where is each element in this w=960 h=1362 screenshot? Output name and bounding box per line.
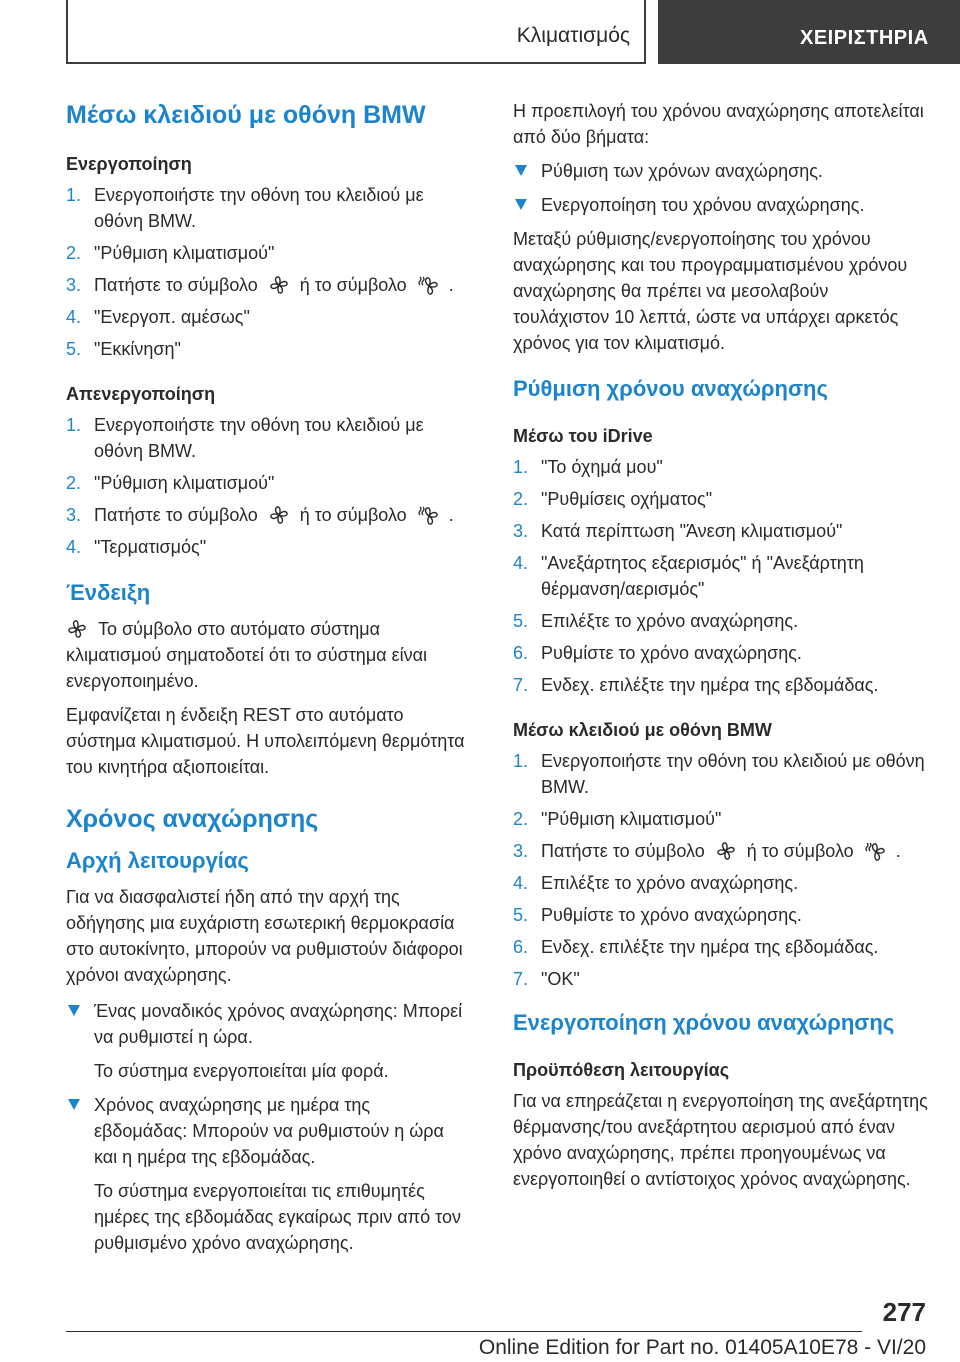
footer-edition: Online Edition for Part no. 01405A10E78 - VI/20 (478, 1336, 926, 1359)
list-item: 3. Πατήστε το σύμβολο ή το σύμβολο . (66, 275, 454, 295)
note-paragraph: Μεταξύ ρύθμισης/ενεργοποίησης του χρόνου αναχώρησης και του προγραμματισμένου χρόνου αναχώρησης θα πρέπει να μεσολαβούν τουλάχιστον 10 λεπτά, ώστε να υπάρχει αρκετός χρόνος για τον κλιματισμό. (513, 229, 908, 353)
indicator-paragraph-1: Το σύμβολο στο αυτόματο σύστημα κλιματισμού σηματοδοτεί ότι το σύστημα είναι ενεργοποιημένο. (66, 619, 428, 691)
steps-bullets (513, 158, 928, 218)
heading-prerequisite: Προϋπόθεση λειτουργίας (513, 1060, 730, 1080)
intro-paragraph: Η προεπιλογή του χρόνου αναχώρησης αποτελείται από δύο βήματα: (513, 101, 924, 147)
list-item: 4. "Ανεξάρτητος εξαερισμός" ή "Ανεξάρτητη θέρμανση/αερισμός" (513, 553, 864, 599)
list-item: 2. "Ρυθμίσεις οχήματος" (513, 489, 713, 509)
fan-icon (715, 840, 737, 862)
list-item: 1. "Το όχημά μου" (513, 457, 663, 477)
heat-fan-icon (417, 274, 439, 296)
triangle-bullet-icon (68, 1099, 80, 1110)
header-section-box (66, 0, 646, 64)
list-item: Ένας μοναδικός χρόνος αναχώρησης: Μπορεί να ρυθμιστεί η ώρα. Το σύστημα ενεργοποιείται μία φορά. (66, 998, 466, 1084)
triangle-bullet-icon (515, 165, 527, 176)
list-item: 4. Επιλέξτε το χρόνο αναχώρησης. (513, 873, 799, 893)
list-item: 5. "Εκκίνηση" (66, 339, 181, 359)
fan-icon (66, 618, 88, 640)
chapter-tab (658, 0, 960, 64)
heading-idrive: Μέσω του iDrive (513, 426, 653, 446)
heading-indicator: Ένδειξη (66, 580, 151, 605)
footer-divider (66, 1331, 862, 1332)
fan-icon (268, 504, 290, 526)
list-item: 7. Ενδεχ. επιλέξτε την ημέρα της εβδομάδας. (513, 675, 879, 695)
heat-fan-icon (417, 504, 439, 526)
heading-activation: Ενεργοποίηση (66, 154, 192, 174)
list-item: Ενεργοποίηση του χρόνου αναχώρησης. (513, 192, 928, 218)
heading-activate-departure: Ενεργοποίηση χρόνου αναχώρησης (513, 1010, 895, 1035)
principle-paragraph: Για να διασφαλιστεί ήδη από την αρχή της οδήγησης μια ευχάριστη εσωτερική θερμοκρασία στο αυτοκίνητο, μπορούν να ρυθμιστούν διάφοροι χρόνοι αναχώρησης. (66, 887, 463, 985)
heading-deactivation: Απενεργοποίηση (66, 384, 216, 404)
page-number: 277 (882, 1297, 926, 1327)
activation-steps (66, 182, 466, 362)
heat-fan-icon (864, 840, 886, 862)
section-title: Κλιματισμός (516, 24, 630, 47)
triangle-bullet-icon (515, 199, 527, 210)
list-item: 2. "Ρύθμιση κλιματισμού" (513, 809, 722, 829)
heading-departure-time: Χρόνος αναχώρησης (66, 805, 319, 833)
chapter-title: ΧΕΙΡΙΣΤΗΡΙΑ (800, 27, 929, 49)
heading-principle: Αρχή λειτουργίας (66, 848, 249, 873)
list-item: 3. Κατά περίπτωση "Άνεση κλιματισμού" (513, 521, 843, 541)
list-item: Ρύθμιση των χρόνων αναχώρησης. (513, 158, 928, 184)
heading-key-display: Μέσω κλειδιού με οθόνη BMW (513, 720, 772, 740)
list-item: 5. Επιλέξτε το χρόνο αναχώρησης. (513, 611, 799, 631)
right-column (513, 98, 928, 1200)
prerequisite-paragraph: Για να επηρεάζεται η ενεργοποίηση της ανεξάρτητης θέρμανσης/του ανεξάρτητου αερισμού από έναν χρόνο αναχώρησης, πρέπει προηγουμένως να ενεργοποιηθεί ο αντίστοιχος χρόνος αναχώρησης. (513, 1091, 928, 1189)
idrive-steps (513, 454, 928, 698)
list-item: 1. Ενεργοποιήστε την οθόνη του κλειδιού με οθόνη BMW. (513, 751, 925, 797)
list-item: Χρόνος αναχώρησης με ημέρα της εβδομάδας: Μπορούν να ρυθμιστούν η ώρα και η ημέρα της εβδομάδας. Το σύστημα ενεργοποιείται τις επιθυμητές ημέρες της εβδομάδας εγκαίρως πριν από τον ρυθμισμένο χρόνο αναχώρησης. (66, 1092, 466, 1256)
list-item: 2. "Ρύθμιση κλιματισμού" (66, 243, 275, 263)
list-item: 1. Ενεργοποιήστε την οθόνη του κλειδιού με οθόνη BMW. (66, 185, 424, 231)
left-column (66, 98, 466, 1264)
triangle-bullet-icon (68, 1005, 80, 1016)
list-item: 6. Ρυθμίστε το χρόνο αναχώρησης. (513, 643, 802, 663)
list-item: 4. "Τερματισμός" (66, 537, 207, 557)
heading-setting-departure: Ρύθμιση χρόνου αναχώρησης (513, 376, 828, 401)
list-item: 1. Ενεργοποιήστε την οθόνη του κλειδιού με οθόνη BMW. (66, 415, 424, 461)
indicator-paragraph-2: Εμφανίζεται η ένδειξη REST στο αυτόματο σύστημα κλιματισμού. Η υπολειπόμενη θερμότητα του κινητήρα αξιοποιείται. (66, 705, 465, 777)
fan-icon (268, 274, 290, 296)
list-item: 5. Ρυθμίστε το χρόνο αναχώρησης. (513, 905, 802, 925)
list-item: 3. Πατήστε το σύμβολο ή το σύμβολο . (513, 841, 901, 861)
list-item: 7. "OK" (513, 969, 580, 989)
deactivation-steps (66, 412, 466, 560)
list-item: 4. "Ενεργοπ. αμέσως" (66, 307, 250, 327)
departure-types-list (66, 998, 466, 1256)
key-steps (513, 748, 928, 992)
list-item: 2. "Ρύθμιση κλιματισμού" (66, 473, 275, 493)
list-item: 3. Πατήστε το σύμβολο ή το σύμβολο . (66, 505, 454, 525)
heading-key-display: Μέσω κλειδιού με οθόνη BMW (66, 101, 426, 129)
list-item: 6. Ενδεχ. επιλέξτε την ημέρα της εβδομάδας. (513, 937, 879, 957)
